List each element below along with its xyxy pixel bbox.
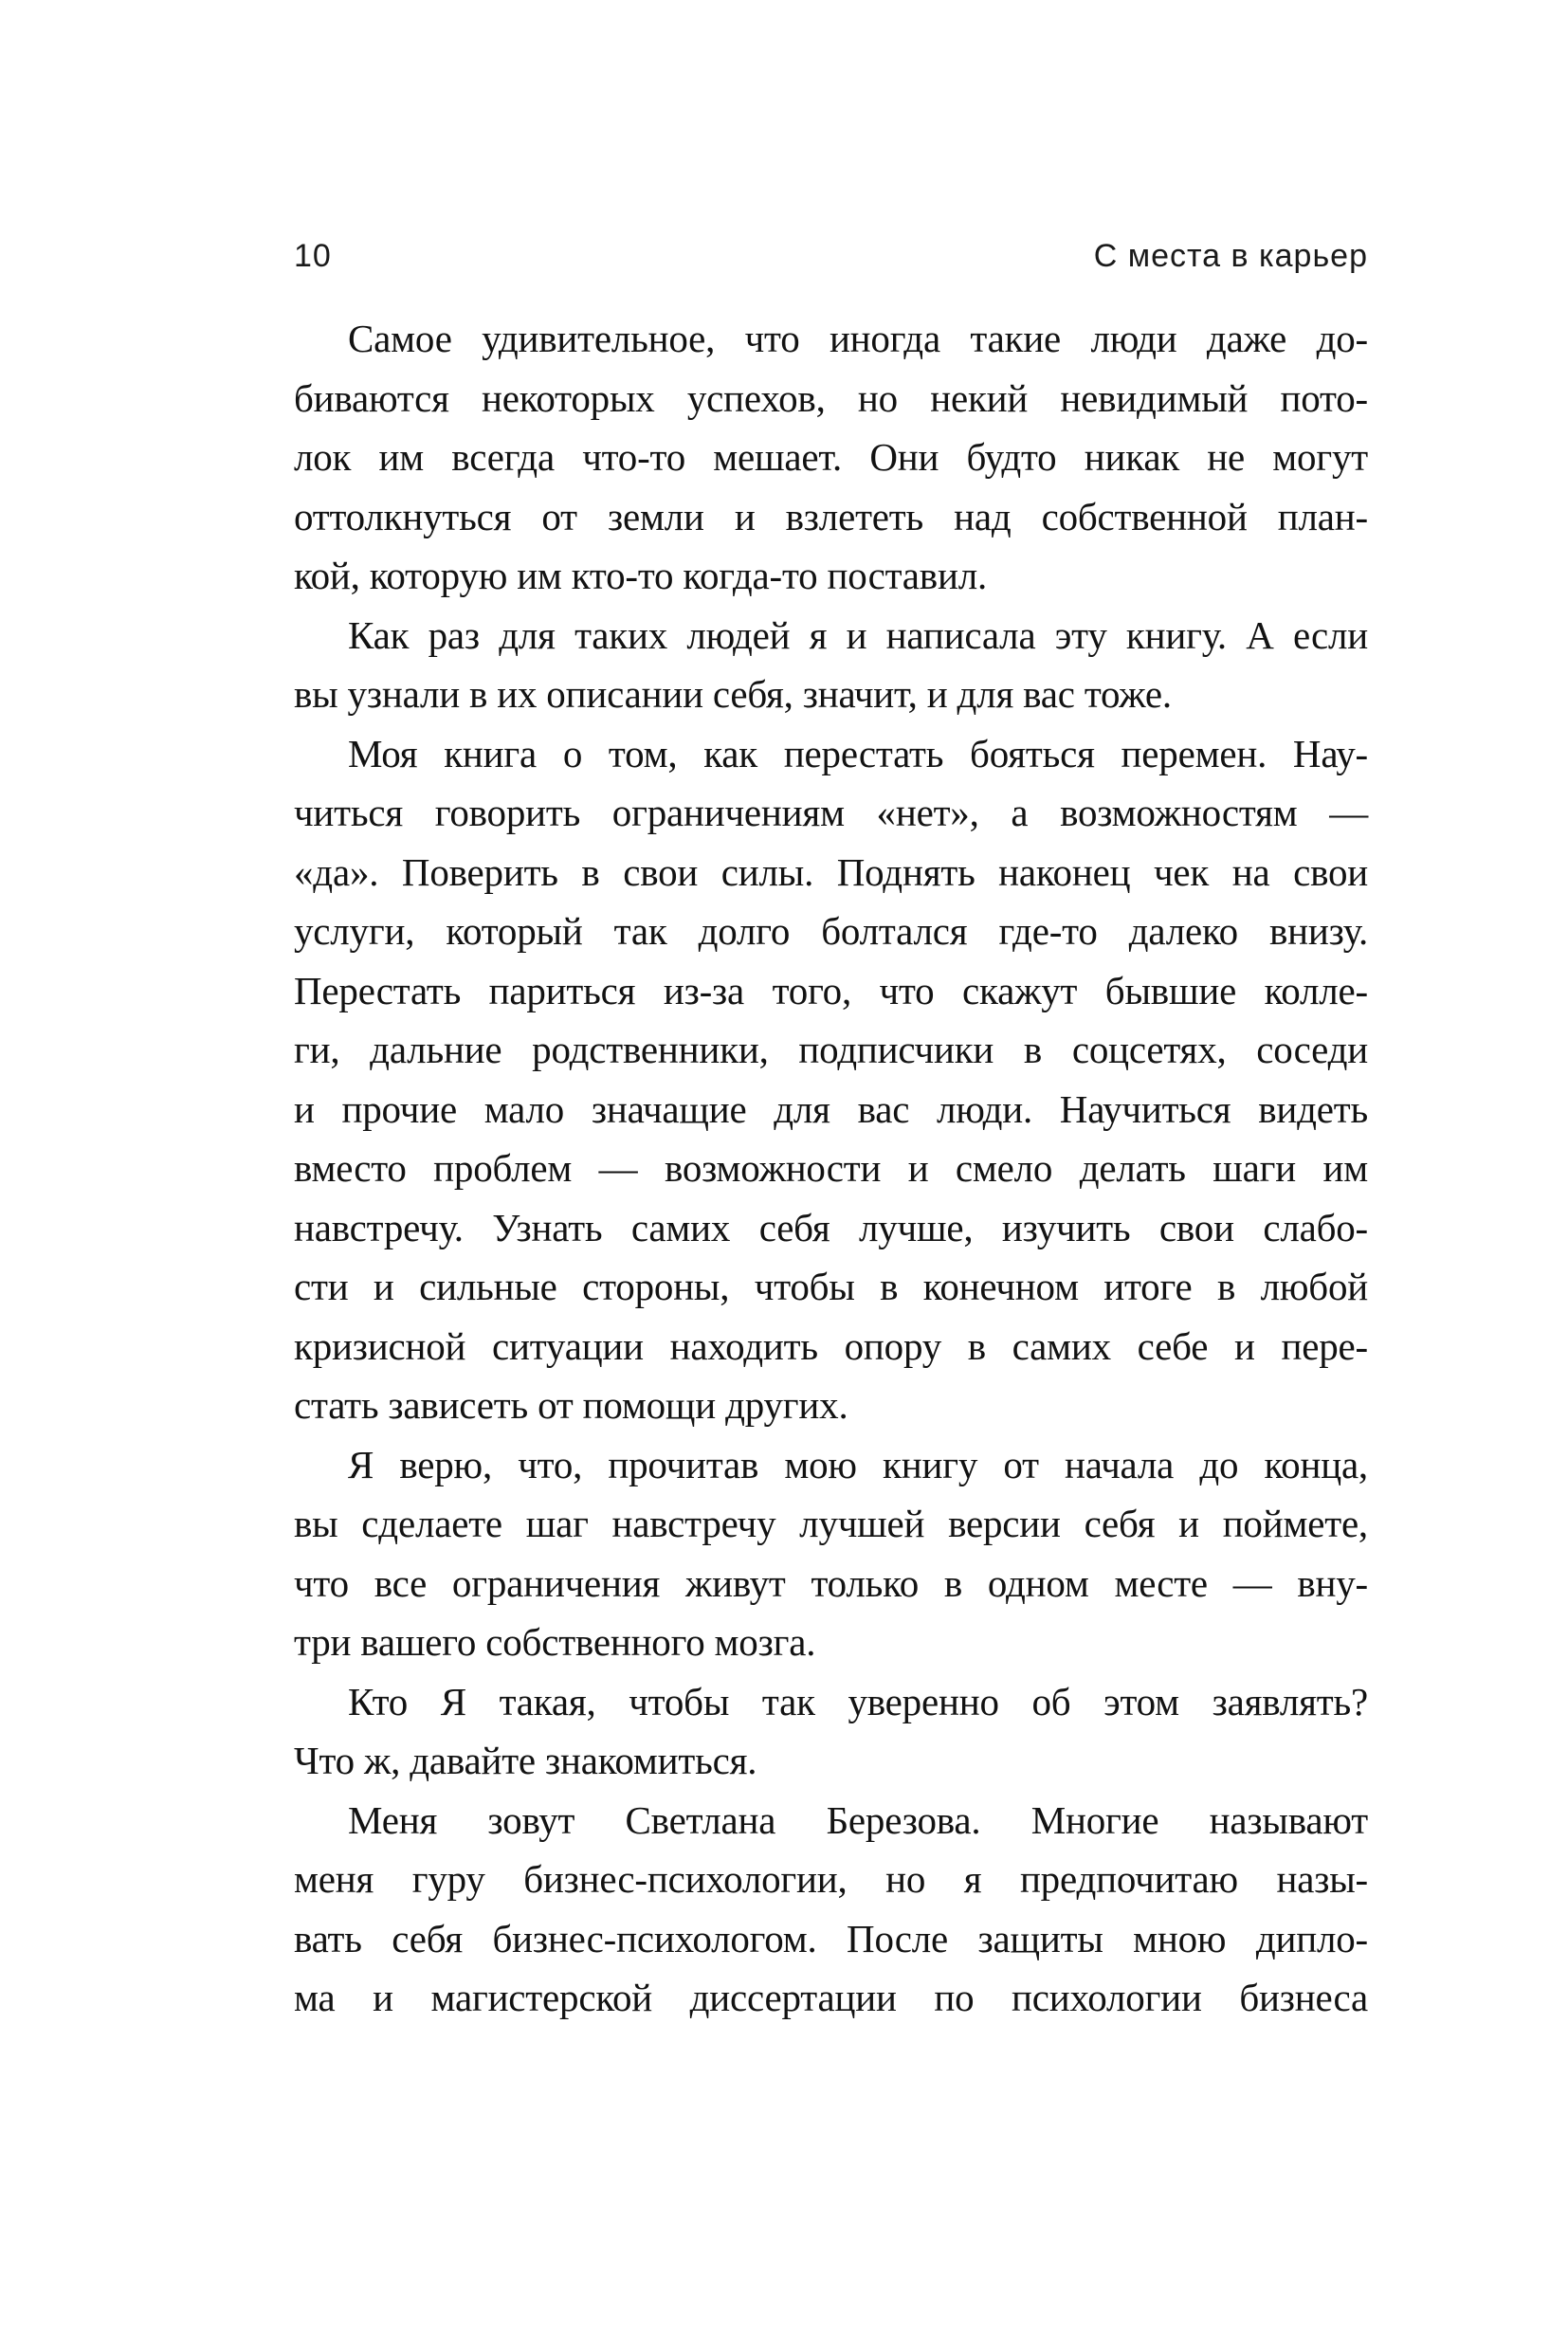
text-line: три вашего собственного мозга. — [294, 1620, 816, 1664]
text-line: Моя книга о том, как перестать бояться перемен. Нау- — [348, 731, 1368, 775]
page-number: 10 — [294, 238, 332, 274]
text-line: и прочие мало значащие для вас люди. Научиться видеть — [294, 1086, 1368, 1131]
text-line: Я верю, что, прочитав мою книгу от начала до конца, — [348, 1442, 1368, 1486]
text-line: вы узнали в их описании себя, значит, и для вас тоже. — [294, 672, 1172, 716]
text-line: кой, которую им кто-то когда-то поставил. — [294, 554, 988, 597]
text-line: читься говорить ограничениям «нет», а возможностям — — [294, 791, 1368, 834]
text-line: навстречу. Узнать самих себя лучше, изучить свои слабо- — [294, 1205, 1368, 1249]
paragraph — [294, 606, 1368, 724]
text-line: Меня зовут Светлана Березова. Многие называют — [348, 1797, 1368, 1842]
text-line: вать себя бизнес-психологом. После защиты мною дипло- — [294, 1916, 1368, 1960]
text-line: ма и магистерской диссертации по психологии бизнеса — [294, 1976, 1368, 2019]
text-line: «да». Поверить в свои силы. Поднять наконец чек на свои — [294, 849, 1368, 894]
paragraph — [294, 724, 1368, 1435]
paragraph — [294, 1791, 1368, 2028]
text-line: стать зависеть от помощи других. — [294, 1383, 848, 1427]
text-line: Перестать париться из-за того, что скажут бывшие колле- — [294, 968, 1368, 1012]
paragraph — [294, 1672, 1368, 1791]
page-header — [294, 238, 1368, 275]
body-text — [294, 309, 1368, 2028]
text-line: сти и сильные стороны, чтобы в конечном итоге в любой — [294, 1265, 1368, 1308]
text-line: биваются некоторых успехов, но некий невидимый пото- — [294, 375, 1368, 420]
paragraph — [294, 1435, 1368, 1672]
text-line: вы сделаете шаг навстречу лучшей версии себя и поймете, — [294, 1502, 1368, 1545]
text-line: лок им всегда что-то мешает. Они будто никак не могут — [294, 435, 1368, 479]
text-line: Что ж, давайте знакомиться. — [294, 1739, 757, 1782]
text-line: вместо проблем — возможности и смело делать шаги им — [294, 1146, 1368, 1190]
text-line: Кто Я такая, чтобы так уверенно об этом заявлять? — [348, 1679, 1368, 1723]
running-title: С места в карьер — [1093, 238, 1368, 274]
text-line: меня гуру бизнес-психологии, но я предпочитаю назы- — [294, 1857, 1368, 1901]
text-line: кризисной ситуации находить опору в самих себе и пере- — [294, 1323, 1368, 1368]
text-line: что все ограничения живут только в одном месте — вну- — [294, 1560, 1368, 1605]
paragraph — [294, 309, 1368, 606]
text-line: оттолкнуться от земли и взлететь над собственной план- — [294, 494, 1368, 538]
text-line: Как раз для таких людей я и написала эту книгу. А если — [348, 612, 1368, 657]
text-line: ги, дальние родственники, подписчики в соцсетях, соседи — [294, 1028, 1368, 1071]
text-line: услуги, который так долго болтался где-то далеко внизу. — [294, 909, 1368, 953]
text-line: Самое удивительное, что иногда такие люди даже до- — [348, 317, 1368, 360]
